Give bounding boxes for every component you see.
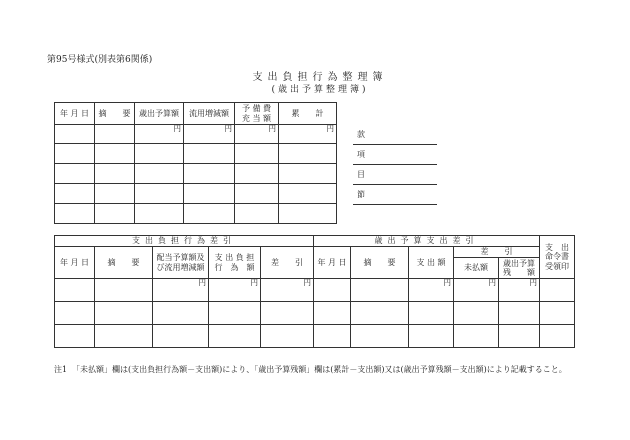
commitment-expenditure-table (54, 235, 575, 348)
unit-yen: 円 (454, 279, 499, 302)
header-unpaid-amount: 未払額 (454, 258, 499, 279)
header-order-receipt-seal: 支 出 命令書 受領印 (540, 236, 575, 279)
table-row (55, 302, 575, 325)
header-remaining-budget: 歳出予算 残 額 (499, 258, 540, 279)
table-row (55, 279, 575, 302)
group-expenditure-balance: 歳出予算支出差引 (314, 236, 540, 247)
unit-yen: 円 (279, 125, 337, 144)
footnote-mark: 注1 (54, 365, 68, 374)
header-balance-group: 差 引 (454, 247, 540, 258)
classification-kan[interactable]: 款 (353, 125, 437, 145)
unit-yen: 円 (184, 125, 235, 144)
header-summary: 摘 要 (95, 247, 153, 279)
cell[interactable] (55, 125, 95, 144)
header-exp-summary: 摘 要 (351, 247, 409, 279)
header-commitment-balance: 差 引 (261, 247, 314, 279)
classification-setsu[interactable]: 節 (353, 185, 437, 205)
table-row (55, 164, 337, 184)
header-cumulative: 累 計 (279, 103, 337, 125)
header-exp-date: 年 月 日 (314, 247, 351, 279)
header-reserve-fund: 予 備 費 充 当 額 (235, 103, 279, 125)
table-row (55, 144, 337, 164)
header-budget-amount: 歳出予算額 (135, 103, 184, 125)
group-commitment-balance: 支出負担行為差引 (55, 236, 314, 247)
budget-table (54, 102, 337, 224)
unit-yen: 円 (409, 279, 454, 302)
form-number: 第95号様式(別表第6関係) (47, 55, 153, 65)
table-row (55, 204, 337, 224)
table-row (55, 184, 337, 204)
header-commitment-amount: 支 出 負 担 行 為 額 (209, 247, 261, 279)
unit-yen: 円 (235, 125, 279, 144)
budget-classification (353, 125, 437, 205)
header-expenditure-amount: 支 出 額 (409, 247, 454, 279)
footnote-text: 「未払額」欄は(支出負担行為額－支出額)により、「歳出予算残額」欄は(累計－支出額)又は(歳出予算残額－支出額)により記載すること。 (72, 365, 567, 374)
cell[interactable] (95, 125, 135, 144)
header-summary: 摘 要 (95, 103, 135, 125)
table-row (55, 325, 575, 348)
classification-moku[interactable]: 目 (353, 165, 437, 185)
classification-kou[interactable]: 項 (353, 145, 437, 165)
unit-yen: 円 (499, 279, 540, 302)
header-allocated-budget: 配当予算額及 び流用増減額 (153, 247, 209, 279)
unit-yen: 円 (209, 279, 261, 302)
header-date: 年 月 日 (55, 103, 95, 125)
footnote (54, 364, 579, 376)
page-subtitle: (歳出予算整理簿) (271, 85, 369, 95)
unit-yen: 円 (135, 125, 184, 144)
header-transfer-amount: 流用増減額 (184, 103, 235, 125)
page-title: 支出負担行為整理簿 (252, 72, 388, 83)
unit-yen: 円 (153, 279, 209, 302)
header-date: 年 月 日 (55, 247, 95, 279)
unit-yen: 円 (261, 279, 314, 302)
